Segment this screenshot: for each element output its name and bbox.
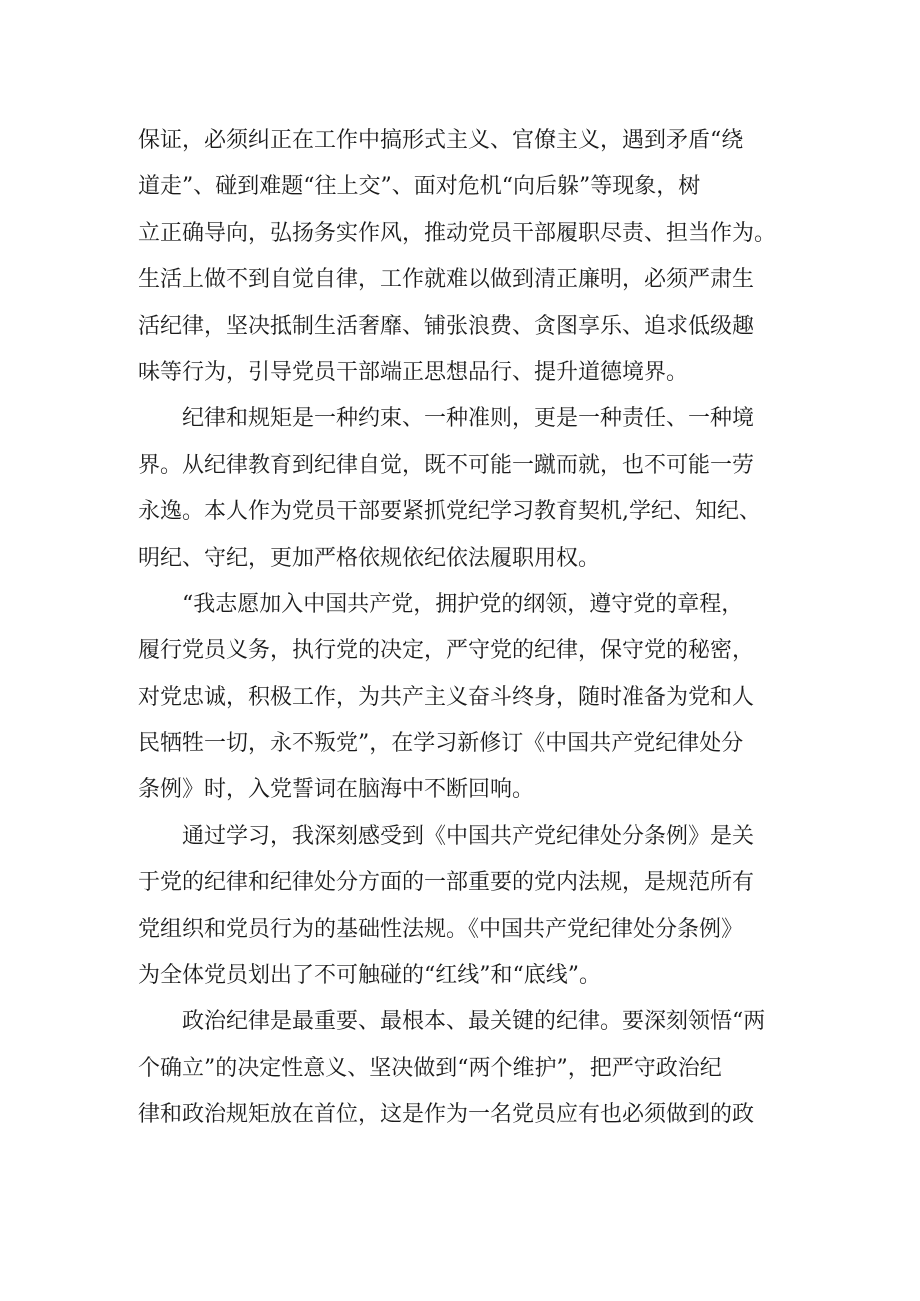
text-line: 律和政治规矩放在首位，这是作为一名党员应有也必须做到的政 [138,1102,755,1128]
text-line: 保证，必须纠正在工作中搞形式主义、官僚主义，遇到矛盾“绕 [138,128,744,153]
text-line: 永逸。本人作为党员干部要紧抓党纪学习教育契机,学纪、知纪、 [138,499,761,525]
text-line: 味等行为，引导党员干部端正思想品行、提升道德境界。 [138,359,689,385]
text-line: 个确立”的决定性意义、坚决做到“两个维护”，把严守政治纪 [138,1055,722,1081]
text-line: 于党的纪律和纪律处分方面的一部重要的党内法规，是规范所有 [138,870,755,896]
text-line: 履行党员义务，执行党的决定，严守党的纪律，保守党的秘密， [138,638,755,664]
text-line: 纪律和规矩是一种约束、一种准则，更是一种责任、一种境 [138,406,755,432]
text-line: 为全体党员划出了不可触碰的“红线”和“底线”。 [138,963,601,989]
text-line: 明纪、守纪，更加严格依规依纪依法履职用权。 [138,545,601,571]
text-line: 界。从纪律教育到纪律自觉，既不可能一蹴而就，也不可能一劳 [138,452,755,478]
text-line: 活纪律，坚决抵制生活奢靡、铺张浪费、贪图享乐、追求低级趣 [138,313,755,339]
document-body [138,118,798,1139]
text-line: 民牺牲一切，永不叛党”，在学习新修订《中国共产党纪律处分 [138,731,744,757]
text-line: 条例》时，入党誓词在脑海中不断回响。 [138,777,535,803]
text-line: 道走”、碰到难题“往上交”、面对危机“向后躲”等现象，树 [138,174,701,200]
text-line: 生活上做不到自觉自律，工作就难以做到清正廉明，必须严肃生 [138,267,755,293]
text-line: 对党忠诚，积极工作，为共产主义奋斗终身，随时准备为党和人 [138,684,755,710]
text-line: 立正确导向，弘扬务实作风，推动党员干部履职尽责、担当作为。 [138,220,777,246]
text-line: “我志愿加入中国共产党，拥护党的纲领，遵守党的章程， [138,591,744,617]
text-line: 党组织和党员行为的基础性法规。《中国共产党纪律处分条例》 [138,916,744,942]
text-line: 通过学习，我深刻感受到《中国共产党纪律处分条例》是关 [138,823,755,849]
text-line: 政治纪律是最重要、最根本、最关键的纪律。要深刻领悟“两 [138,1009,766,1035]
